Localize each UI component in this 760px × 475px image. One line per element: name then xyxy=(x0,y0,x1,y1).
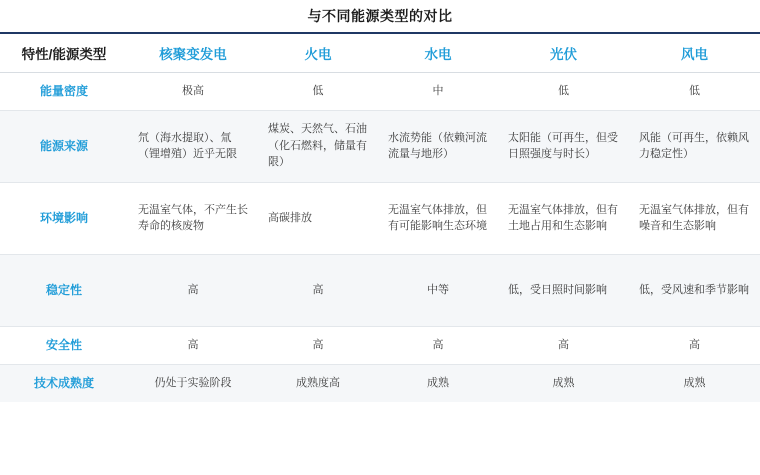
cell-energy-source-hydro: 水流势能（依赖河流流量与地形） xyxy=(378,110,498,182)
cell-energy-density-wind: 低 xyxy=(629,72,760,110)
cell-stability-wind: 低，受风速和季节影响 xyxy=(629,254,760,326)
cell-energy-source-solar: 太阳能（可再生，但受日照强度与时长） xyxy=(498,110,629,182)
table-row xyxy=(0,72,760,110)
cell-energy-density-fusion: 极高 xyxy=(128,72,258,110)
column-header-thermal: 火电 xyxy=(258,34,378,72)
row-label-stability: 稳定性 xyxy=(0,254,128,326)
column-header-hydro: 水电 xyxy=(378,34,498,72)
cell-maturity-wind: 成熟 xyxy=(629,364,760,402)
cell-environment-wind: 无温室气体排放，但有噪音和生态影响 xyxy=(629,182,760,254)
table-row xyxy=(0,182,760,254)
cell-safety-thermal: 高 xyxy=(258,326,378,364)
column-header-feature: 特性/能源类型 xyxy=(0,34,128,72)
column-header-wind: 风电 xyxy=(629,34,760,72)
cell-stability-hydro: 中等 xyxy=(378,254,498,326)
row-label-energy-source: 能源来源 xyxy=(0,110,128,182)
cell-maturity-solar: 成熟 xyxy=(498,364,629,402)
row-label-safety: 安全性 xyxy=(0,326,128,364)
cell-environment-solar: 无温室气体排放，但有土地占用和生态影响 xyxy=(498,182,629,254)
cell-stability-fusion: 高 xyxy=(128,254,258,326)
column-header-solar: 光伏 xyxy=(498,34,629,72)
cell-energy-density-hydro: 中 xyxy=(378,72,498,110)
cell-maturity-fusion: 仍处于实验阶段 xyxy=(128,364,258,402)
table-header-row xyxy=(0,34,760,72)
cell-safety-hydro: 高 xyxy=(378,326,498,364)
cell-environment-fusion: 无温室气体，不产生长寿命的核废物 xyxy=(128,182,258,254)
cell-safety-solar: 高 xyxy=(498,326,629,364)
document-title-bar xyxy=(0,0,760,34)
row-label-maturity: 技术成熟度 xyxy=(0,364,128,402)
table-row xyxy=(0,364,760,402)
column-header-fusion: 核聚变发电 xyxy=(128,34,258,72)
cell-energy-source-thermal: 煤炭、天然气、石油（化石燃料，储量有限） xyxy=(258,110,378,182)
cell-maturity-thermal: 成熟度高 xyxy=(258,364,378,402)
table-header xyxy=(0,34,760,72)
table-body xyxy=(0,72,760,402)
cell-maturity-hydro: 成熟 xyxy=(378,364,498,402)
table-row xyxy=(0,326,760,364)
table-row xyxy=(0,110,760,182)
cell-environment-thermal: 高碳排放 xyxy=(258,182,378,254)
cell-environment-hydro: 无温室气体排放，但有可能影响生态环境 xyxy=(378,182,498,254)
cell-energy-density-solar: 低 xyxy=(498,72,629,110)
cell-energy-source-wind: 风能（可再生，依赖风力稳定性） xyxy=(629,110,760,182)
cell-energy-density-thermal: 低 xyxy=(258,72,378,110)
page-title: 与不同能源类型的对比 xyxy=(307,8,453,24)
row-label-environment: 环境影响 xyxy=(0,182,128,254)
row-label-energy-density: 能量密度 xyxy=(0,72,128,110)
cell-safety-wind: 高 xyxy=(629,326,760,364)
cell-stability-thermal: 高 xyxy=(258,254,378,326)
energy-comparison-table xyxy=(0,34,760,402)
cell-stability-solar: 低，受日照时间影响 xyxy=(498,254,629,326)
cell-energy-source-fusion: 氘（海水提取）、氚（锂增殖）近乎无限 xyxy=(128,110,258,182)
table-row xyxy=(0,254,760,326)
cell-safety-fusion: 高 xyxy=(128,326,258,364)
